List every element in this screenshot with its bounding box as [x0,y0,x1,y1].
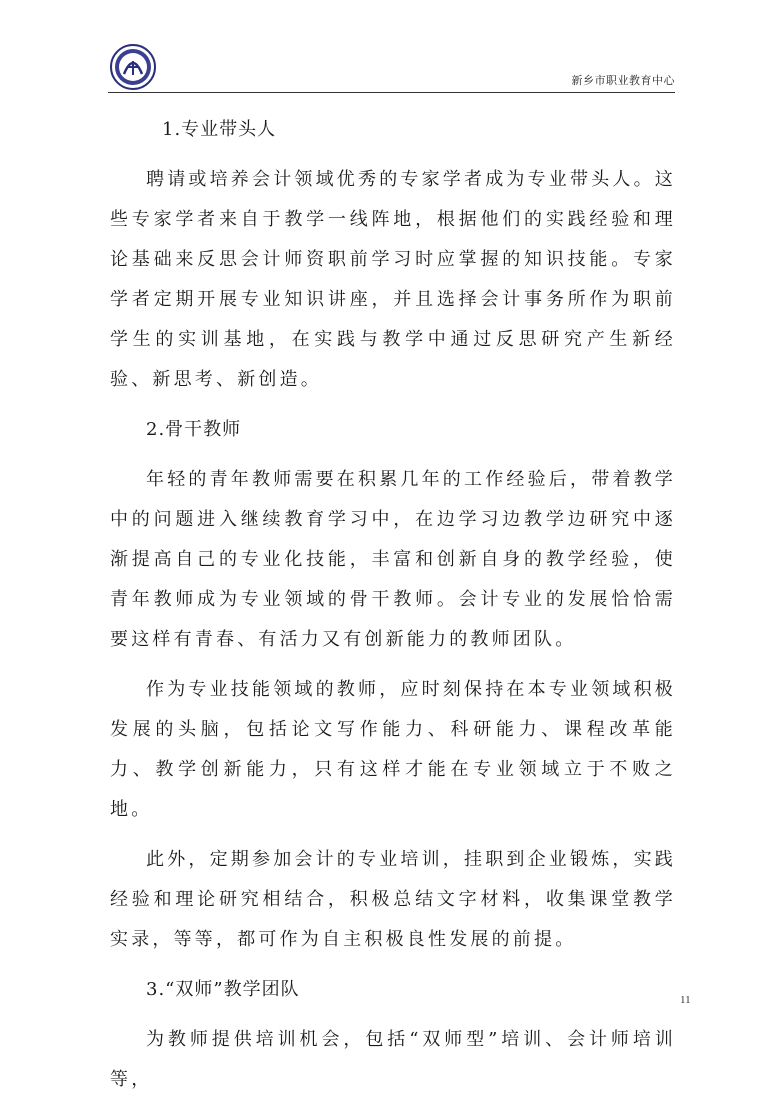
spacer [110,830,676,840]
spacer [110,450,676,460]
section-heading: 2.骨干教师 [146,419,242,440]
page-number: 11 [680,994,691,1006]
section-1 [110,110,676,400]
section-heading: 3.“双师”教学团队 [146,979,300,1000]
organization-name: 新乡市职业教育中心 [571,74,675,87]
document-body [110,110,676,1100]
page-header [108,40,675,93]
paragraph: 作为专业技能领域的教师，应时刻保持在本专业领域积极发展的头脑，包括论文写作能力、科研能力、课程改革能力、教学创新能力，只有这样才能在专业领域立于不败之地。 [110,679,676,820]
paragraph: 为教师提供培训机会，包括“双师型”培训、会计师培训等， [110,1029,676,1090]
section-2 [110,410,676,960]
paragraph: 聘请或培养会计领域优秀的专家学者成为专业带头人。这些专家学者来自于教学一线阵地，根据他们的实践经验和理论基础来反思会计师资职前学习时应掌握的知识技能。专家学者定期开展专业知识讲座，并且选择会计事务所作为职前学生的实训基地，在实践与教学中通过反思研究产生新经验、新思考、新创造。 [110,169,676,390]
paragraph: 此外，定期参加会计的专业培训，挂职到企业锻炼，实践经验和理论研究相结合，积极总结文字材料，收集课堂教学实录，等等，都可作为自主积极良性发展的前提。 [110,849,676,950]
spacer [110,400,676,410]
school-emblem-icon [110,44,156,90]
spacer [110,150,676,160]
section-3 [110,970,676,1100]
spacer [110,1010,676,1020]
section-heading: 1.专业带头人 [162,119,277,140]
spacer [110,660,676,670]
paragraph: 年轻的青年教师需要在积累几年的工作经验后，带着教学中的问题进入继续教育学习中，在边学习边教学边研究中逐渐提高自己的专业化技能，丰富和创新自身的教学经验，使青年教师成为专业领域的骨干教师。会计专业的发展恰恰需要这样有青春、有活力又有创新能力的教师团队。 [110,469,676,650]
spacer [110,960,676,970]
